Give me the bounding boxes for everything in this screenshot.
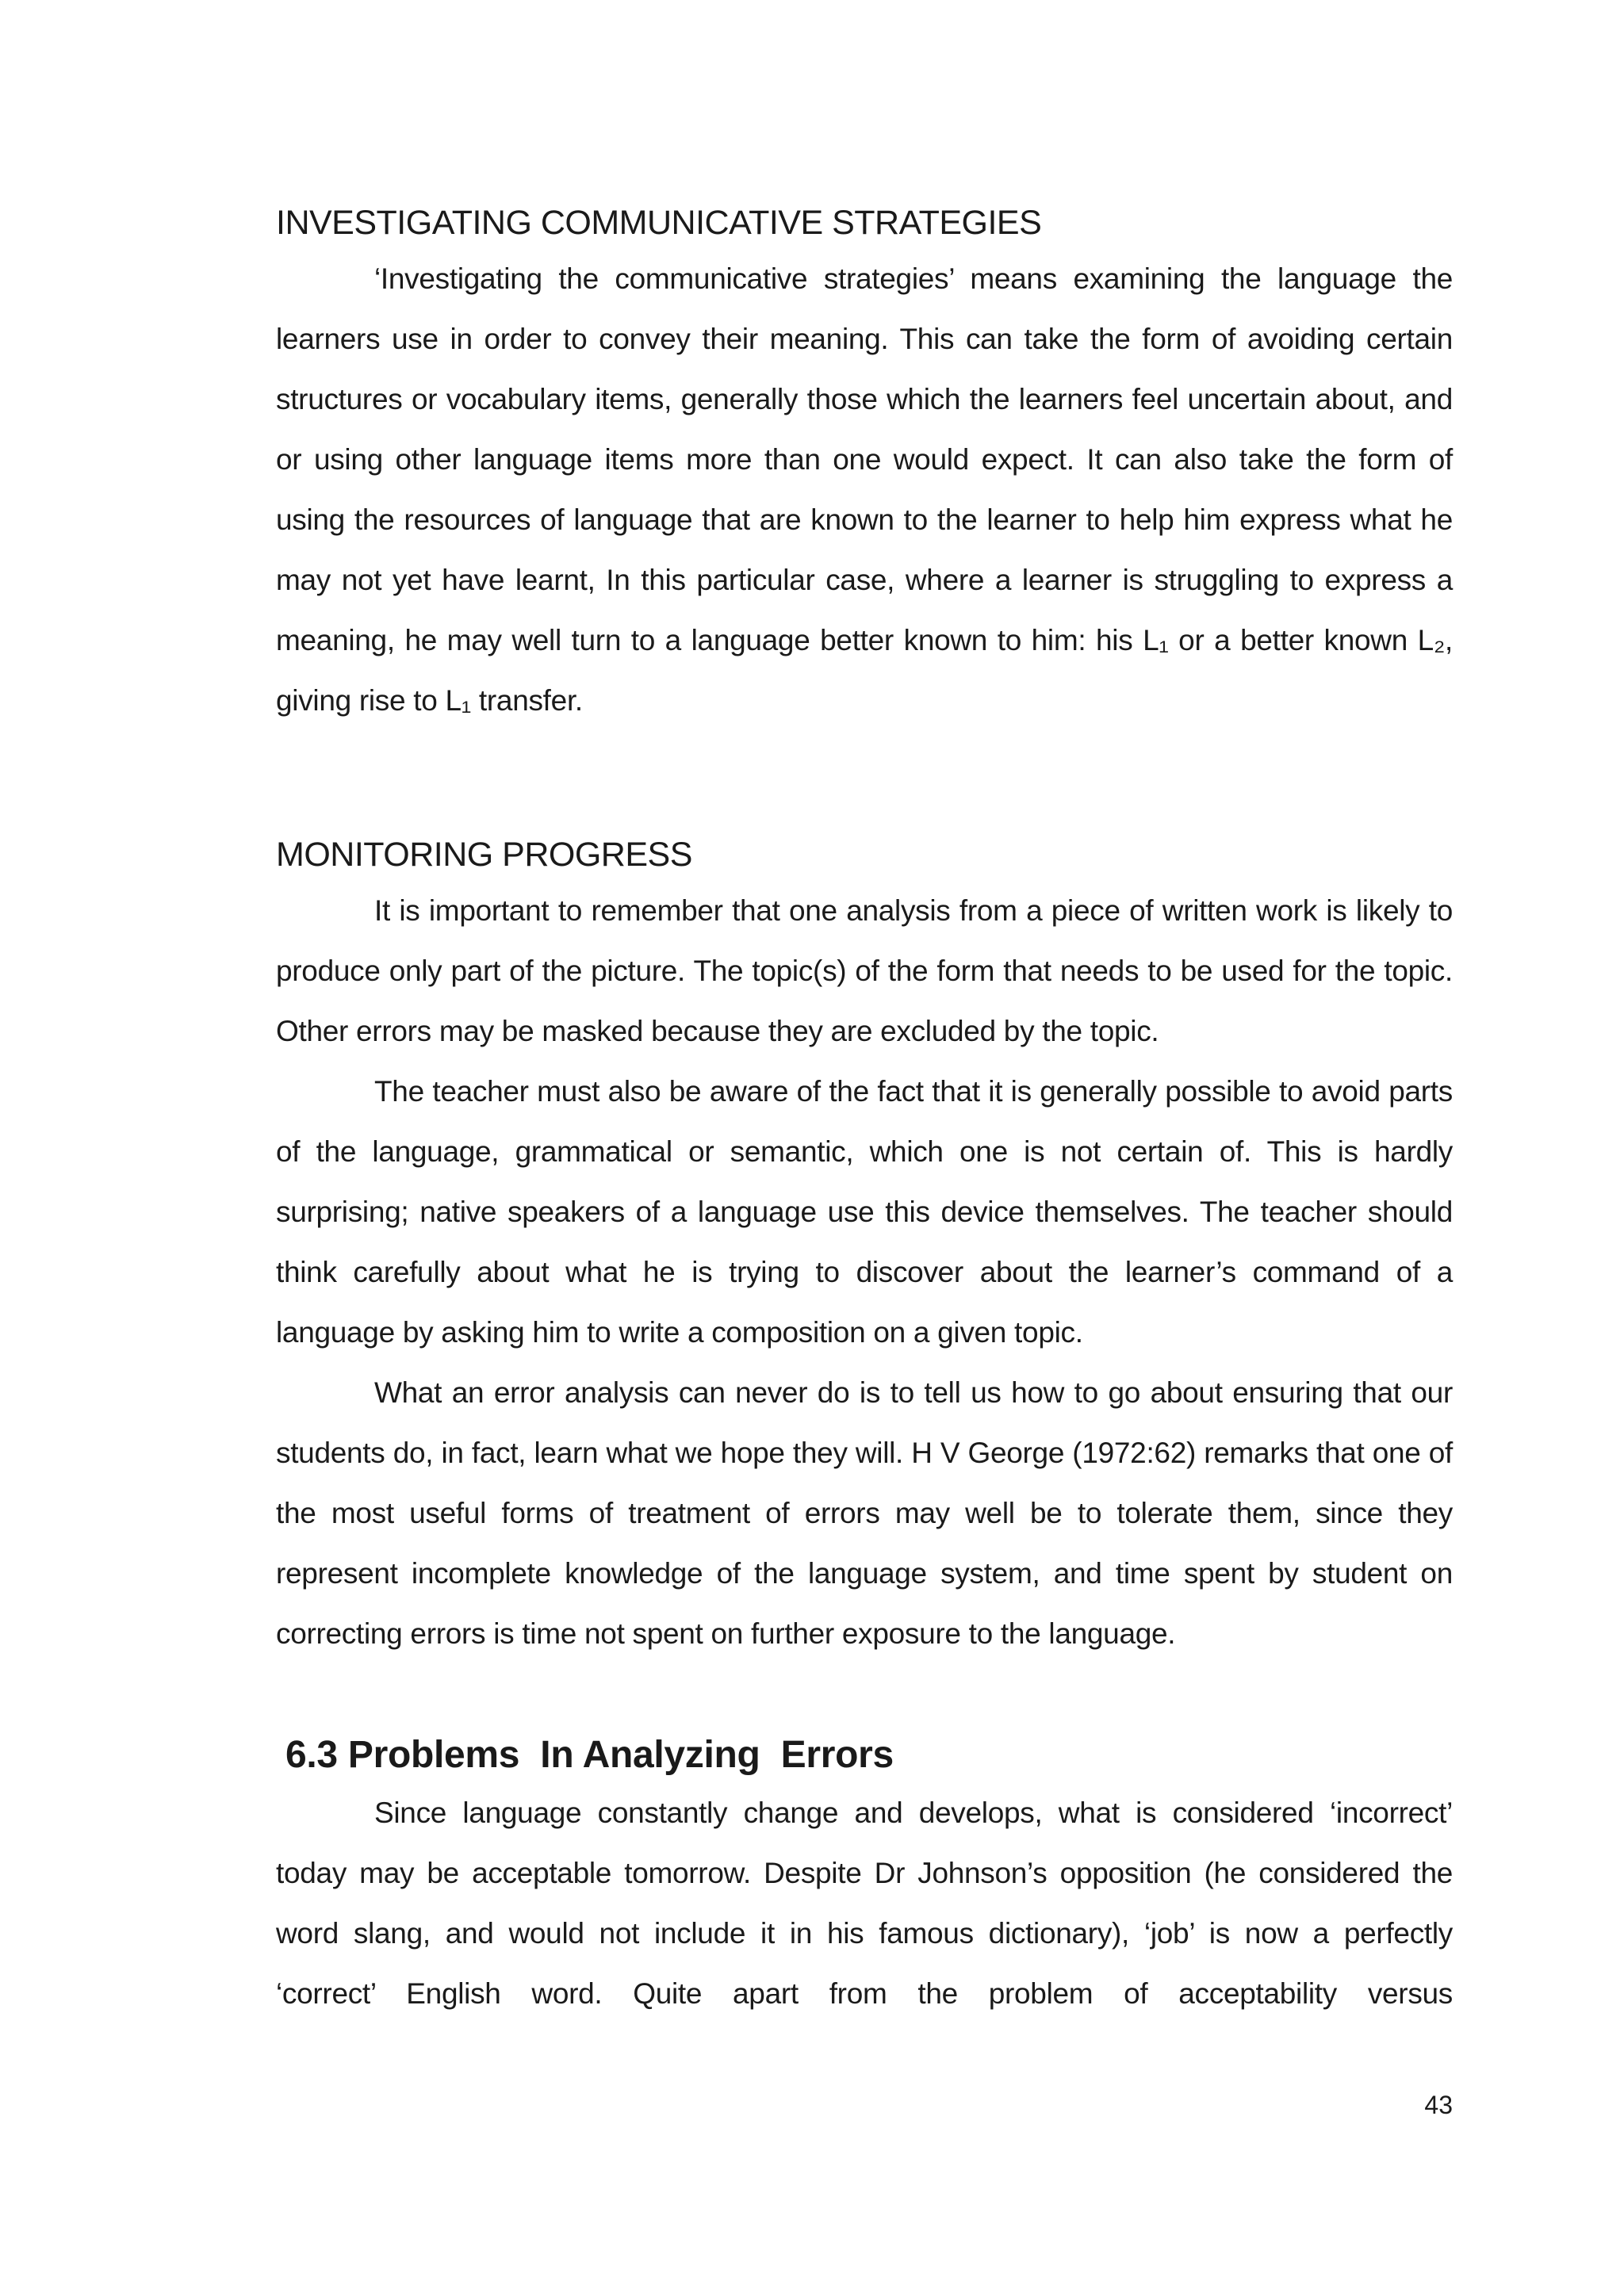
section-heading-communicative-strategies: INVESTIGATING COMMUNICATIVE STRATEGIES <box>276 204 1042 242</box>
page-content <box>276 197 1453 2024</box>
paragraph-communicative-strategies: ‘Investigating the communicative strategies’ means examining the language the learners use in order to convey their meaning. This can take the form of avoiding certain structures or vocabulary items, generally those which the learners feel uncertain about, and or using other language items more than one would expect. It can also take the form of using the resources of language that are known to the learner to help him express what he may not yet have learnt, In this particular case, where a learner is struggling to express a meaning, he may well turn to a language better known to him: his L₁ or a better known L₂, giving rise to L₁ transfer. <box>276 262 1453 717</box>
section-spacer <box>276 1664 1453 1728</box>
paragraph-monitoring-1: It is important to remember that one analysis from a piece of written work is likely to produce only part of the picture. The topic(s) of the form that needs to be used for the topic. Other errors may be masked because they are excluded by the topic. <box>276 894 1453 1047</box>
subsection-heading-problems-analyzing-errors: 6.3 Problems In Analyzing Errors <box>285 1734 894 1776</box>
paragraph-monitoring-3: What an error analysis can never do is to tell us how to go about ensuring that our students do, in fact, learn what we hope they will. H V George (1972:62) remarks that one of the most useful forms of treatment of errors may well be to tolerate them, since they represent incomplete knowledge of the language system, and time spent by student on correcting errors is time not spent on further exposure to the language. <box>276 1376 1453 1650</box>
paragraph-monitoring-2: The teacher must also be aware of the fact that it is generally possible to avoid parts of the language, grammatical or semantic, which one is not certain of. This is hardly surprising; native speakers of a language use this device themselves. The teacher should think carefully about what he is trying to discover about the learner’s command of a language by asking him to write a composition on a given topic. <box>276 1075 1453 1349</box>
section-spacer <box>276 731 1453 828</box>
paragraph-problems-analyzing-errors: Since language constantly change and develops, what is considered ‘incorrect’ today may be acceptable tomorrow. Despite Dr Johnson’s opposition (he considered the word slang, and would not include it in his famous dictionary), ‘job’ is now a perfectly ‘correct’ English word. Quite apart from the problem of acceptability versus <box>276 1797 1453 2010</box>
section-heading-monitoring-progress: MONITORING PROGRESS <box>276 836 692 874</box>
page-number: 43 <box>1424 2091 1453 2119</box>
